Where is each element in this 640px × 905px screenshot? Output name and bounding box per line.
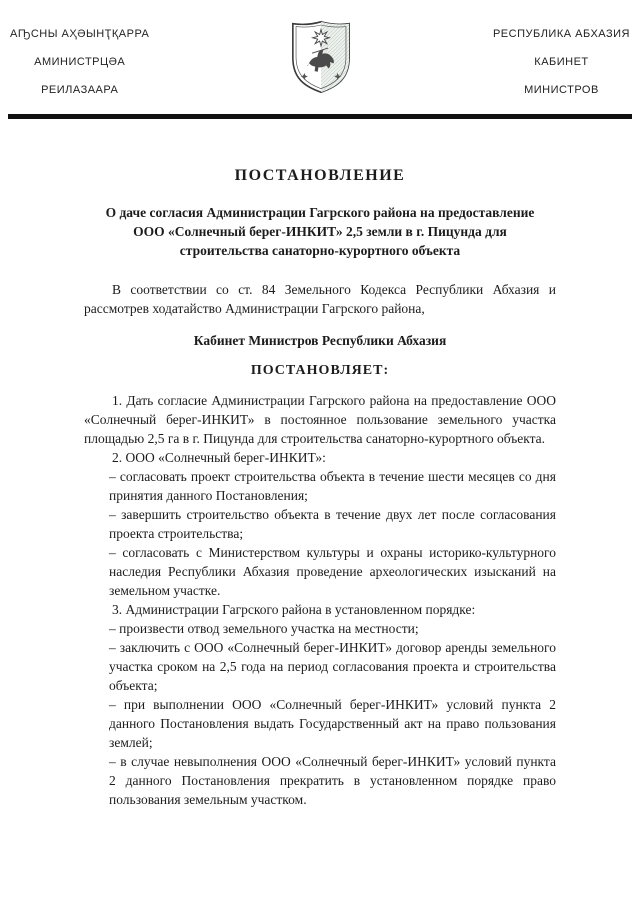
letterhead-right-line-1: РЕСПУБЛИКА АБХАЗИЯ bbox=[492, 28, 630, 40]
doc-subject: О даче согласия Администрации Гагрского района на предоставление ООО «Солнечный берег-ИНКИТ» 2,5 земли в г. Пицунда для строительства санаторно-курортного объекта bbox=[105, 205, 535, 258]
item-2-sub-3: – согласовать с Министерством культуры и охраны историко-культурного наследия Республики Абхазия проведение археологических изысканий на земельном участке. bbox=[109, 545, 556, 598]
item-3-sub-3: – при выполнении ООО «Солнечный берег-ИНКИТ» условий пункта 2 данного Постановления выдать Государственный акт на право пользования землей; bbox=[109, 697, 556, 750]
resolution-word: ПОСТАНОВЛЯЕТ: bbox=[250, 363, 390, 378]
letterhead-left-line-2: АМИНИСТРЦӘА bbox=[34, 56, 126, 68]
letterhead-left bbox=[10, 20, 149, 104]
letterhead bbox=[0, 0, 640, 104]
resolution-items bbox=[84, 391, 556, 809]
separator-rule bbox=[8, 114, 632, 119]
item-1: 1. Дать согласие Администрации Гагрского района на предоставление ООО «Солнечный берег-ИНКИТ» в постоянное пользование земельного участка площадью 2,5 га в г. Пицунда для строительства санаторно-курортного объекта. bbox=[84, 393, 556, 446]
item-3-intro: 3. Администрации Гагрского района в установленном порядке: bbox=[112, 602, 476, 617]
letterhead-left-line-3: РЕИЛАЗААРА bbox=[41, 84, 119, 96]
item-2-sub-2: – завершить строительство объекта в течение двух лет после согласования проекта строительства; bbox=[109, 507, 556, 541]
item-3-sub-1: – произвести отвод земельного участка на местности; bbox=[109, 621, 419, 636]
letterhead-right-line-3: МИНИСТРОВ bbox=[524, 84, 599, 96]
item-2-intro: 2. ООО «Солнечный берег-ИНКИТ»: bbox=[112, 450, 326, 465]
item-3-sub-2: – заключить с ООО «Солнечный берег-ИНКИТ» договор аренды земельного участка сроком на 2,5 года на период согласования проекта и строительства объекта; bbox=[109, 640, 556, 693]
letterhead-left-line-1: АҦСНЫ АҲӘЫНҬҚАРРА bbox=[10, 28, 150, 40]
abkhazia-coat-of-arms-icon bbox=[286, 18, 356, 102]
letterhead-right bbox=[493, 20, 630, 104]
document-content bbox=[84, 167, 556, 809]
doc-preamble: В соответствии со ст. 84 Земельного Кодекса Республики Абхазия и рассмотрев ходатайство Администрации Гагрского района, bbox=[84, 282, 556, 316]
item-3-sub-4: – в случае невыполнения ООО «Солнечный берег-ИНКИТ» условий пункта 2 данного Постановления прекратить в установленном порядке право пользования земельным участком. bbox=[109, 754, 556, 807]
item-2-sub-1: – согласовать проект строительства объекта в течение шести месяцев со дня принятия данного Постановления; bbox=[109, 469, 556, 503]
letterhead-right-line-2: КАБИНЕТ bbox=[534, 56, 589, 68]
issuer-line: Кабинет Министров Республики Абхазия bbox=[193, 333, 447, 348]
doc-title: ПОСТАНОВЛЕНИЕ bbox=[234, 167, 406, 184]
